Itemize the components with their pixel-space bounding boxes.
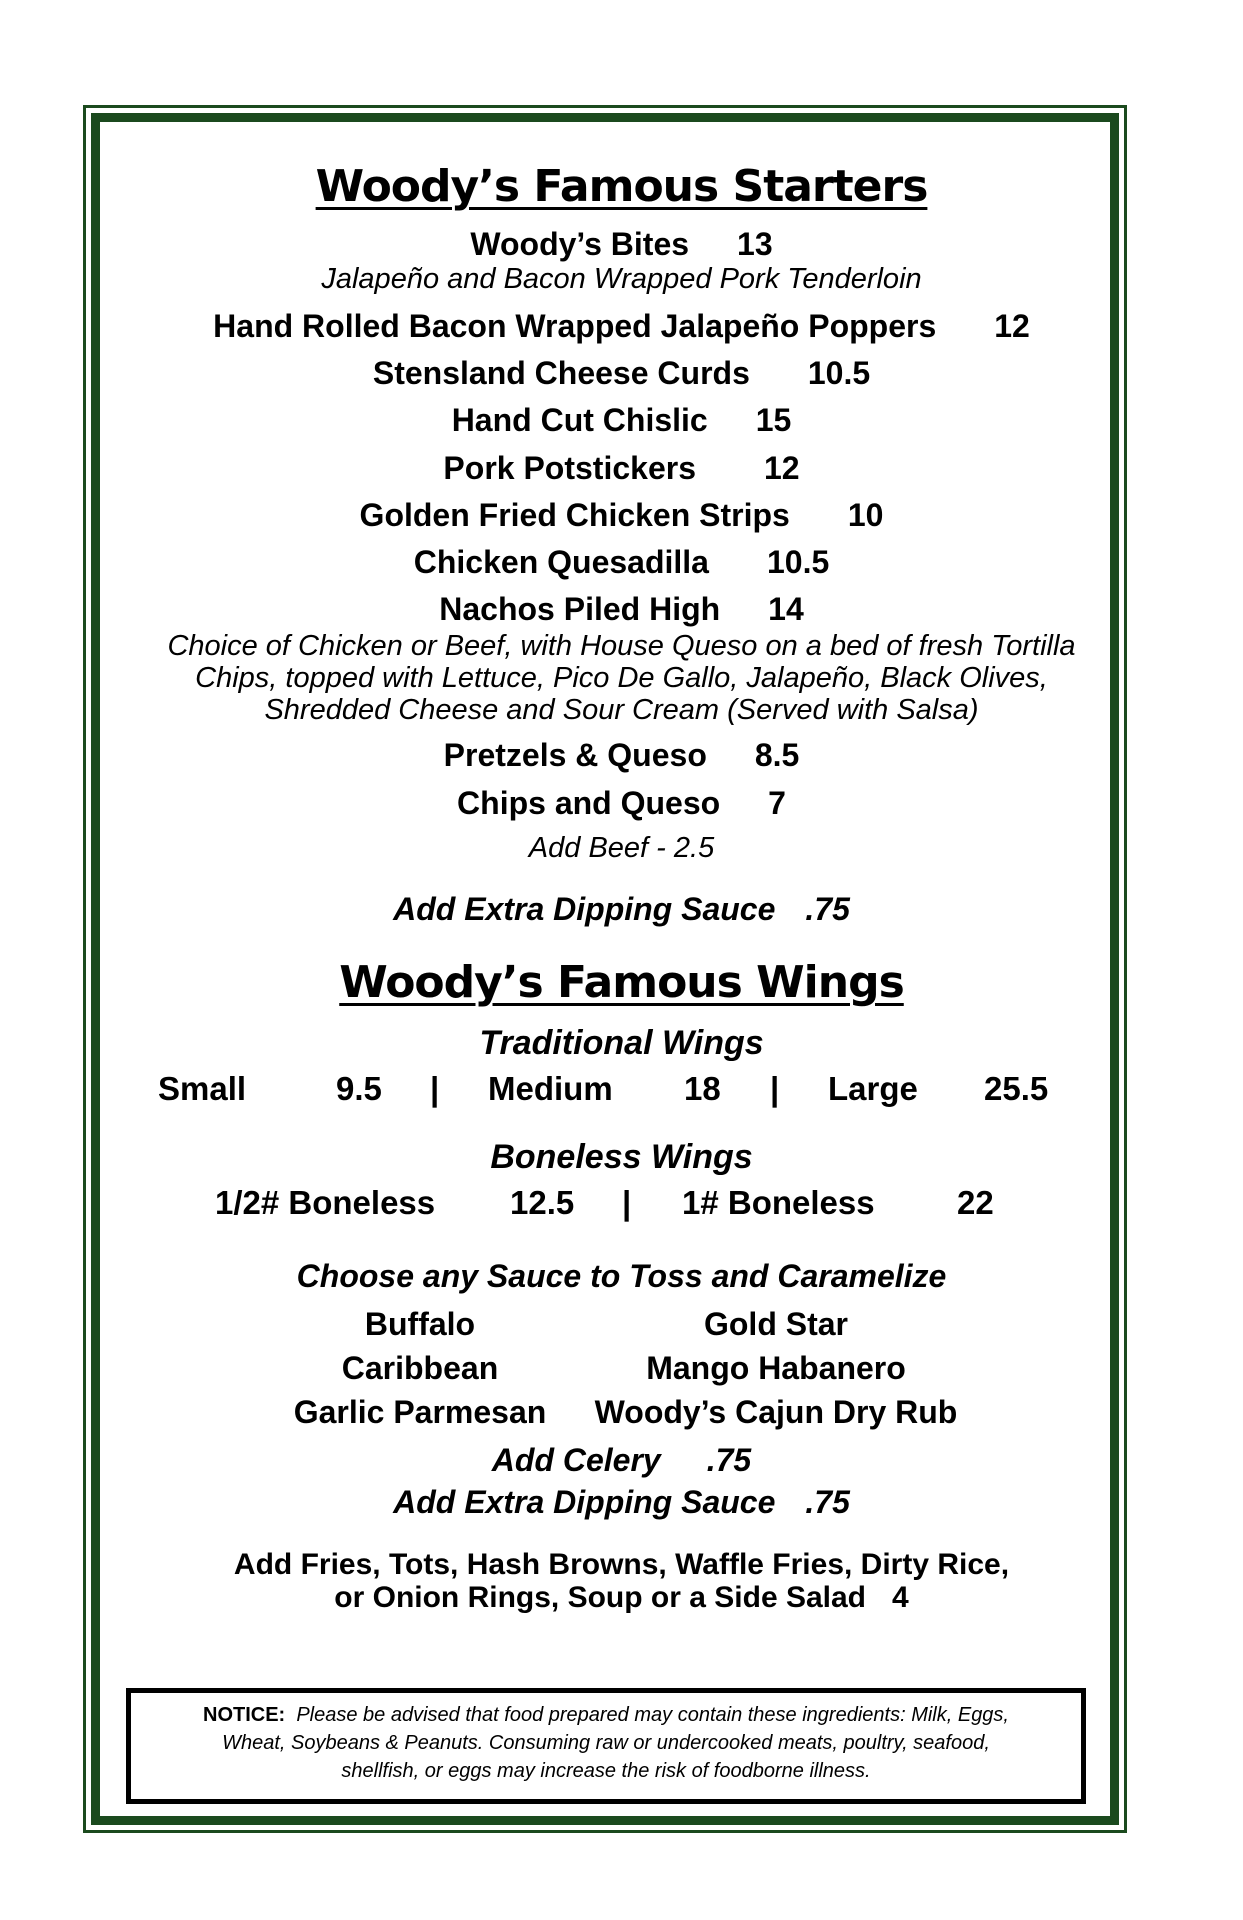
extra-dipping-sauce (0, 1484, 1243, 1521)
notice-label: NOTICE: (203, 1704, 286, 1726)
size-price: 25.5 (984, 1070, 1049, 1107)
item-price: 13 (737, 226, 773, 262)
starters-heading: Woody’s Famous Starters (315, 161, 928, 212)
sauce-option: Buffalo (364, 1306, 476, 1342)
item-description: Jalapeño and Bacon Wrapped Pork Tenderloin (321, 263, 922, 295)
item-price: 10.5 (807, 355, 871, 391)
sauce-option: Garlic Parmesan (293, 1394, 547, 1430)
allergen-notice (126, 1688, 1086, 1804)
item-name: Woody’s Bites (470, 226, 690, 262)
item-description: Add Beef - 2.5 (528, 832, 715, 864)
item-name: Stensland Cheese Curds (372, 355, 750, 391)
item-price: 14 (768, 591, 804, 627)
sides-line-1: Add Fries, Tots, Hash Browns, Waffle Fries, Dirty Rice, (233, 1548, 1010, 1581)
sauce-option: Mango Habanero (646, 1350, 906, 1386)
notice-line (131, 1701, 1081, 1729)
item-description: Choice of Chicken or Beef, with House Queso on a bed of fresh Tortilla (167, 630, 1076, 662)
item-price: 7 (768, 785, 786, 821)
extra-label: Add Extra Dipping Sauce (393, 1484, 776, 1520)
size-label: Small (158, 1070, 247, 1107)
menu-item (0, 591, 1243, 628)
item-price: 10.5 (766, 544, 830, 580)
extra-price: .75 (805, 1484, 850, 1520)
item-name: Pork Potstickers (443, 450, 696, 486)
item-name: Pretzels & Queso (443, 737, 707, 773)
size-label: Medium (488, 1070, 613, 1107)
size-price: 22 (957, 1184, 994, 1221)
item-name: Hand Cut Chislic (451, 402, 708, 438)
item-price: 12 (994, 308, 1030, 344)
separator: | (622, 1184, 632, 1221)
sauce-option: Woody’s Cajun Dry Rub (594, 1394, 958, 1430)
size-price: 9.5 (336, 1070, 382, 1107)
menu-item (0, 308, 1243, 345)
sides-text: or Onion Rings, Soup or a Side Salad (334, 1581, 867, 1614)
menu-item (0, 785, 1243, 822)
size-price: 18 (684, 1070, 721, 1107)
item-name: Golden Fried Chicken Strips (359, 497, 790, 533)
sauce-option: Caribbean (341, 1350, 499, 1386)
menu-item (0, 544, 1243, 581)
sides-price: 4 (892, 1581, 909, 1614)
sauce-title: Choose any Sauce to Toss and Caramelize (296, 1258, 947, 1294)
extra-dipping-sauce (0, 891, 1243, 928)
notice-line: Wheat, Soybeans & Peanuts. Consuming raw or undercooked meats, poultry, seafood, (222, 1732, 990, 1754)
item-price: 10 (847, 497, 884, 533)
separator: | (430, 1070, 440, 1107)
menu-item (0, 450, 1243, 487)
extra-price: .75 (706, 1442, 752, 1478)
menu-item (0, 497, 1243, 534)
extra-label: Add Extra Dipping Sauce (393, 891, 776, 927)
separator: | (770, 1070, 780, 1107)
item-name: Chips and Queso (457, 785, 721, 821)
item-description: Chips, topped with Lettuce, Pico De Gallo, Jalapeño, Black Olives, (195, 662, 1048, 694)
menu-item (0, 226, 1243, 263)
item-price: 12 (763, 450, 800, 486)
traditional-wings-title: Traditional Wings (479, 1024, 764, 1062)
sauce-option: Gold Star (703, 1306, 848, 1342)
item-price: 8.5 (754, 737, 800, 773)
notice-text: Please be advised that food prepared may contain these ingredients: Milk, Eggs, (296, 1704, 1009, 1726)
menu-item (0, 355, 1243, 392)
extra-price: .75 (805, 891, 850, 927)
boneless-wings-title: Boneless Wings (490, 1138, 753, 1176)
item-name: Chicken Quesadilla (413, 544, 709, 580)
size-price: 12.5 (510, 1184, 575, 1221)
item-price: 15 (755, 402, 792, 438)
notice-line: shellfish, or eggs may increase the risk of foodborne illness. (341, 1760, 871, 1782)
add-celery (0, 1442, 1243, 1479)
size-label: 1/2# Boneless (215, 1184, 436, 1221)
menu-item (0, 402, 1243, 439)
sides-line-2 (0, 1581, 1243, 1615)
item-description: Shredded Cheese and Sour Cream (Served with Salsa) (264, 694, 979, 726)
item-name: Hand Rolled Bacon Wrapped Jalapeño Poppers (213, 308, 937, 344)
item-name: Nachos Piled High (439, 591, 721, 627)
size-label: Large (828, 1070, 918, 1107)
size-label: 1# Boneless (682, 1184, 875, 1221)
wings-heading: Woody’s Famous Wings (339, 957, 904, 1008)
menu-item (0, 737, 1243, 774)
extra-label: Add Celery (491, 1442, 661, 1478)
